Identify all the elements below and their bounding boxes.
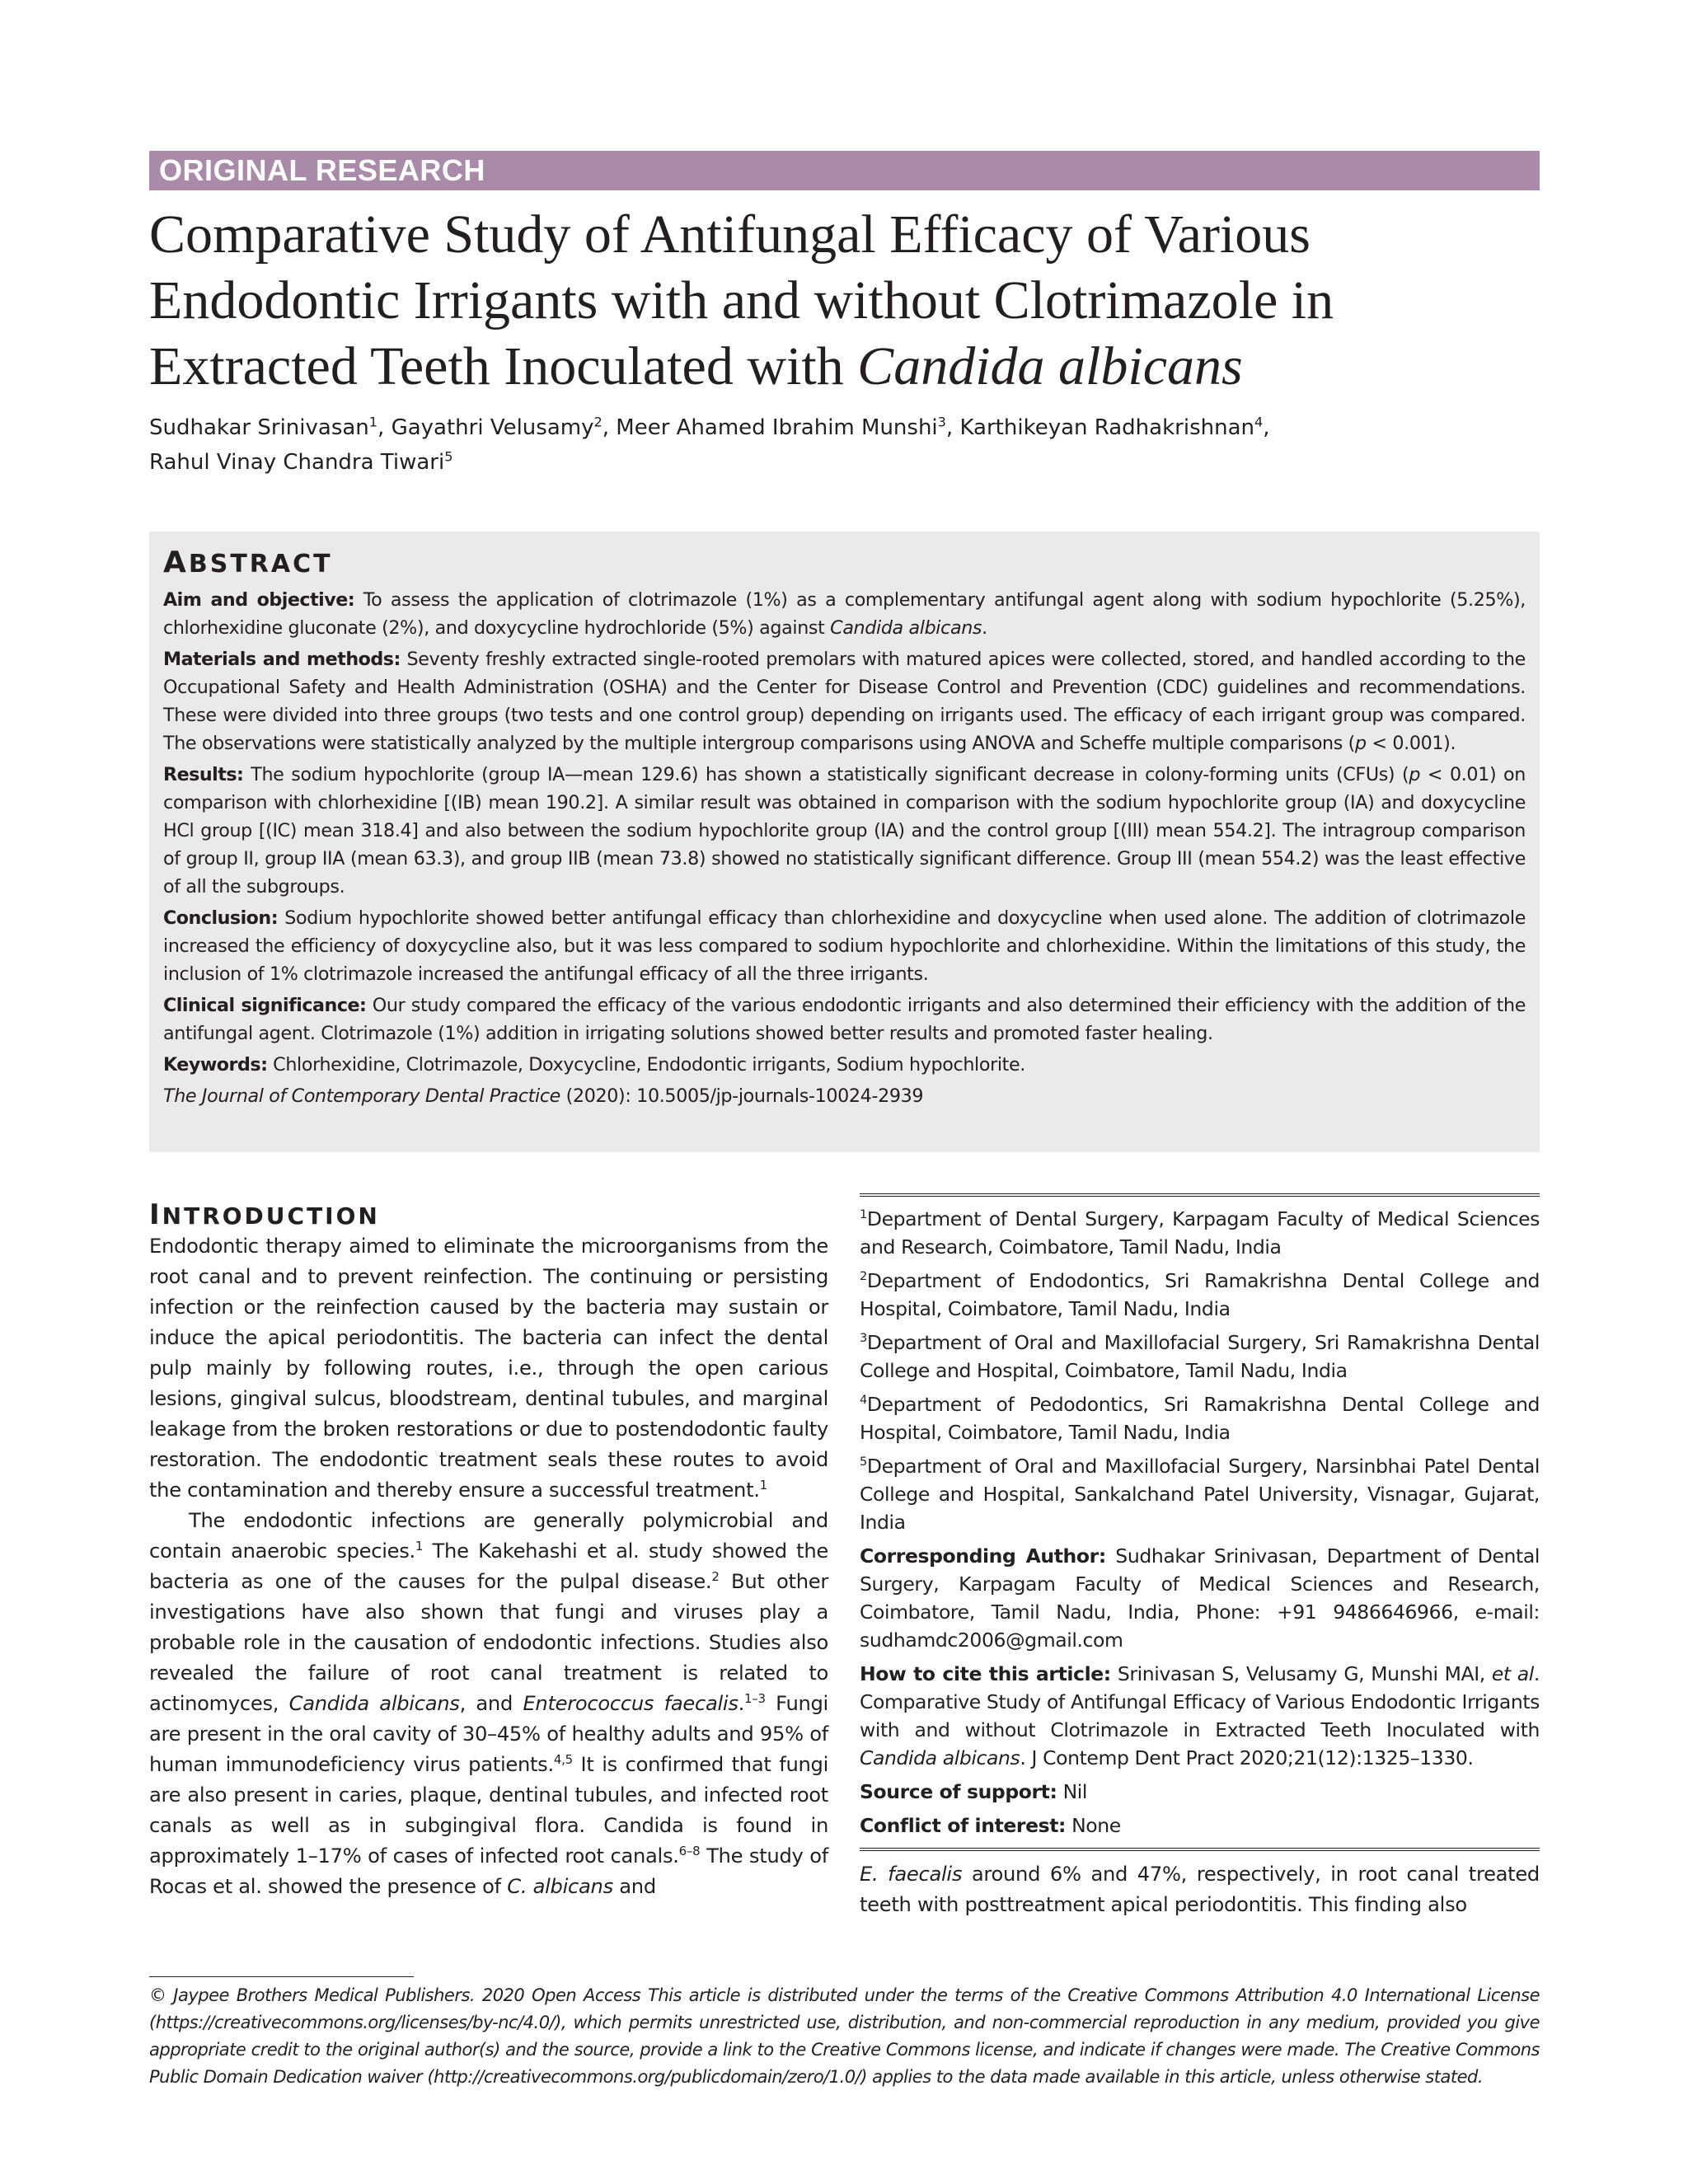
introduction-heading-rest: NTRODUCTION: [162, 1202, 380, 1230]
affiliation-text: Department of Oral and Maxillofacial Surgery, Sri Ramakrishna Dental College and Hospital, Coimbatore, Tamil Nadu, India: [860, 1331, 1540, 1382]
reference-mark: 1: [415, 1538, 424, 1554]
title-species: Candida albicans: [857, 336, 1243, 396]
paragraph-text: The Kakehashi et al. study showed the bacteria as one of the causes for the pulpal disease.: [149, 1540, 828, 1593]
paragraph-text: around 6% and 47%, respectively, in root canal treated teeth with posttreatment apical periodontitis. This finding also: [860, 1863, 1540, 1916]
author-name: Sudhakar Srinivasan: [149, 415, 369, 440]
species-name: Candida albicans: [288, 1692, 460, 1715]
aim-text: To assess the application of clotrimazole (1%) as a complementary antifungal agent along with sodium hypochlorite (5.25%), chlorhexidine gluconate (2%), and doxycycline hydrochloride (5%) against: [163, 589, 1526, 639]
title-line-3-text: Extracted Teeth Inoculated with: [149, 336, 858, 396]
source-of-support: [860, 1778, 1540, 1806]
conflict-label: Conflict of interest:: [860, 1814, 1067, 1837]
paragraph-text: and: [612, 1875, 656, 1898]
affiliation-2: [860, 1267, 1540, 1323]
journal-name: The Journal of Contemporary Dental Practice: [163, 1085, 560, 1107]
introduction-paragraph-2: [149, 1506, 828, 1902]
author-affiliation-mark: 2: [593, 414, 603, 430]
author-line-1: [149, 410, 1550, 445]
affiliation-mark: 4: [860, 1393, 867, 1408]
reference-mark: 1: [759, 1477, 767, 1493]
abstract-clinical-significance: [163, 991, 1526, 1047]
affiliation-text: Department of Dental Surgery, Karpagam Faculty of Medical Sciences and Research, Coimbatore, Tamil Nadu, India: [860, 1207, 1540, 1258]
cite-text: . Comparative Study of Antifungal Efficacy of Various Endodontic Irrigants with and without Clotrimazole in Extracted Teeth Inoculated with: [860, 1662, 1540, 1741]
author-name: Gayathri Velusamy: [391, 415, 594, 440]
right-column-body-text: [860, 1859, 1540, 1920]
introduction-heading-initial: I: [149, 1198, 162, 1231]
article-title: [149, 202, 1550, 400]
aim-text-end: .: [982, 617, 987, 639]
author-separator: ,: [945, 415, 960, 440]
reference-mark: 4,5: [553, 1751, 573, 1767]
journal-citation: [163, 1082, 1526, 1110]
support-label: Source of support:: [860, 1780, 1057, 1803]
abstract-heading: [163, 546, 1526, 581]
methods-label: Materials and methods:: [163, 649, 401, 670]
right-column: [860, 1193, 1540, 1920]
results-text: The sodium hypochlorite (group IA—mean 129.6) has shown a statistically significant decrease in colony-forming units (CFUs) (: [243, 764, 1409, 785]
paragraph-text: But other investigations have also shown that fungi and viruses play a probable role in the causation of endodontic infections. Studies also revealed the failure of root canal treatment is related to actinomyces,: [149, 1570, 828, 1715]
paragraph-text: The study of Rocas et al. showed the presence of: [149, 1844, 828, 1898]
methods-text-end: < 0.001).: [1366, 733, 1456, 754]
affiliation-4: [860, 1390, 1540, 1446]
keywords-label: Keywords:: [163, 1054, 268, 1076]
paragraph-text: Endodontic therapy aimed to eliminate the microorganisms from the root canal and to prevent reinfection. The continuing or persisting infection or the reinfection caused by the bacteria may sustain or induce the apical periodontitis. The bacteria can infect the dental pulp mainly by following routes, i.e., through the open carious lesions, gingival sulcus, bloodstream, dentinal tubules, and marginal leakage from the broken restorations or due to postendodontic faulty restoration. The endodontic treatment seals these routes to avoid the contamination and thereby ensure a successful treatment.: [149, 1235, 828, 1502]
aim-label: Aim and objective:: [163, 589, 355, 611]
methods-text: Seventy freshly extracted single-rooted premolars with matured apices were collected, stored, and handled according to the Occupational Safety and Health Administration (OSHA) and the Center for Disease Control and Prevention (CDC) guidelines and recommendations. These were divided into three groups (two tests and one control group) depending on irrigants used. The efficacy of each irrigant group was compared. The observations were statistically analyzed by the multiple intergroup comparisons using ANOVA and Scheffe multiple comparisons (: [163, 649, 1526, 754]
corresponding-text: Sudhakar Srinivasan, Department of Dental Surgery, Karpagam Faculty of Medical Sciences and Research, Coimbatore, Tamil Nadu, India, Phone: +91 9486646966, e-mail: sudhamdc2006@gmail.com: [860, 1544, 1540, 1652]
reference-mark: 1–3: [744, 1690, 766, 1706]
abstract-keywords: [163, 1051, 1526, 1079]
conclusion-label: Conclusion:: [163, 907, 279, 929]
paragraph-text: It is confirmed that fungi are also present in caries, plaque, dentinal tubules, and infected root canals as well as in subgingival flora. Candida is found in approximately 1–17% of cases of infected root canals.: [149, 1753, 828, 1868]
author-affiliation-mark: 5: [444, 448, 453, 465]
corresponding-label: Corresponding Author:: [860, 1544, 1106, 1568]
abstract-conclusion: [163, 904, 1526, 988]
cite-label: How to cite this article:: [860, 1662, 1111, 1685]
section-label-band: [149, 151, 1540, 190]
cite-text: Srinivasan S, Velusamy G, Munshi MAI,: [1110, 1662, 1492, 1685]
affiliation-text: Department of Pedodontics, Sri Ramakrishna Dental College and Hospital, Coimbatore, Tamil Nadu, India: [860, 1393, 1540, 1444]
abstract-heading-rest: BSTRACT: [188, 550, 333, 579]
author-separator: ,: [602, 415, 617, 440]
paragraph-text: Fungi are present in the oral cavity of 30–45% of healthy adults and 95% of human immunodeficiency virus patients.: [149, 1692, 828, 1776]
abstract-box: [149, 532, 1540, 1152]
support-text: Nil: [1057, 1780, 1088, 1803]
conclusion-text: Sodium hypochlorite showed better antifungal efficacy than chlorhexidine and doxycycline when used alone. The addition of clotrimazole increased the efficiency of doxycycline also, but it was less compared to sodium hypochlorite and chlorhexidine. Within the limitations of this study, the inclusion of 1% clotrimazole increased the antifungal efficacy of all the three irrigants.: [163, 907, 1526, 985]
title-line-3: [149, 334, 1550, 400]
methods-p-symbol: p: [1354, 733, 1367, 754]
author-name: Rahul Vinay Chandra Tiwari: [149, 450, 445, 475]
aim-species: Candida albicans: [830, 617, 982, 639]
species-name: Enterococcus faecalis: [523, 1692, 738, 1715]
left-column: [149, 1200, 828, 1902]
affiliation-1: [860, 1205, 1540, 1261]
conflict-of-interest: [860, 1811, 1540, 1840]
affiliations-bottom-rule: [860, 1848, 1540, 1851]
affiliation-mark: 5: [860, 1455, 867, 1469]
affiliation-5: [860, 1452, 1540, 1536]
section-label: ORIGINAL RESEARCH: [159, 153, 485, 187]
paragraph-text: The endodontic infections are generally polymicrobial and contain anaerobic species.: [149, 1509, 828, 1563]
affiliation-mark: 3: [860, 1331, 867, 1346]
clinical-text: Our study compared the efficacy of the various endodontic irrigants and also determined their efficiency with the addition of the antifungal agent. Clotrimazole (1%) addition in irrigating solutions showed better results and promoted faster healing.: [163, 995, 1526, 1044]
affiliations-top-rule: [860, 1193, 1540, 1197]
paragraph-text: , and: [459, 1692, 523, 1715]
abstract-heading-initial: A: [163, 546, 189, 579]
cite-text: . J Contemp Dent Pract 2020;21(12):1325–1330.: [1020, 1746, 1474, 1769]
clinical-label: Clinical significance:: [163, 995, 367, 1016]
keywords-text: Chlorhexidine, Clotrimazole, Doxycycline, Endodontic irrigants, Sodium hypochlorite.: [267, 1054, 1026, 1076]
author-separator: ,: [377, 415, 392, 440]
author-name: Meer Ahamed Ibrahim Munshi: [616, 415, 938, 440]
reference-mark: 6–8: [678, 1843, 701, 1858]
abstract-results: [163, 761, 1526, 901]
species-name: C. albicans: [507, 1875, 613, 1898]
author-list: [149, 410, 1550, 480]
species-name: E. faecalis: [860, 1863, 963, 1886]
author-affiliation-mark: 3: [937, 414, 946, 430]
paragraph-text: .: [738, 1692, 745, 1715]
introduction-paragraph-1: [149, 1231, 828, 1506]
author-affiliation-mark: 1: [368, 414, 378, 430]
author-line-2: [149, 445, 1550, 480]
footnote-rule: [149, 1976, 414, 1977]
author-separator: ,: [1263, 415, 1270, 440]
affiliation-text: Department of Oral and Maxillofacial Surgery, Narsinbhai Patel Dental College and Hospital, Sankalchand Patel University, Visnagar, Gujarat, India: [860, 1455, 1540, 1534]
affiliation-3: [860, 1329, 1540, 1385]
how-to-cite: [860, 1660, 1540, 1772]
cite-species: Candida albicans: [860, 1746, 1020, 1769]
results-p-symbol: p: [1409, 764, 1421, 785]
introduction-heading: [149, 1200, 828, 1231]
conflict-text: None: [1066, 1814, 1121, 1837]
affiliation-mark: 2: [860, 1269, 867, 1284]
abstract-aim: [163, 586, 1526, 642]
title-line-1: Comparative Study of Antifungal Efficacy of Various: [149, 204, 1311, 265]
license-note: © Jaypee Brothers Medical Publishers. 2020 Open Access This article is distributed under the terms of the Creative Commons Attribution 4.0 International License (https://creativecommons.org/licenses/by-nc/4.0/), which permits unrestricted use, distribution, and non-commercial reproduction in any medium, provided you give appropriate credit to the original author(s) and the source, provide a link to the Creative Commons license, and indicate if changes were made. The Creative Commons Public Domain Dedication waiver (http://creativecommons.org/publicdomain/zero/1.0/) applies to the data made available in this article, unless otherwise stated.: [149, 1985, 1540, 2087]
title-line-2: Endodontic Irrigants with and without Clotrimazole in: [149, 270, 1334, 330]
reference-mark: 2: [711, 1568, 720, 1584]
affiliation-mark: 1: [860, 1207, 867, 1222]
journal-doi: (2020): 10.5005/jp-journals-10024-2939: [560, 1085, 924, 1107]
results-label: Results:: [163, 764, 244, 785]
affiliation-text: Department of Endodontics, Sri Ramakrishna Dental College and Hospital, Coimbatore, Tamil Nadu, India: [860, 1269, 1540, 1320]
author-affiliation-mark: 4: [1254, 414, 1264, 430]
corresponding-author: [860, 1542, 1540, 1654]
cite-et-al: et al: [1491, 1662, 1534, 1685]
author-name: Karthikeyan Radhakrishnan: [959, 415, 1254, 440]
results-text-end: < 0.01) on comparison with chlorhexidine [(IB) mean 190.2]. A similar result was obtained in comparison with the sodium hypochlorite group (IA) and doxycycline HCl group [(IC) mean 318.4] and also between the sodium hypochlorite group (IA) and the control group [(III) mean 554.2]. The intragroup comparison of group II, group IIA (mean 63.3), and group IIB (mean 73.8) showed no statistically significant difference. Group III (mean 554.2) was the least effective of all the subgroups.: [163, 764, 1526, 898]
abstract-methods: [163, 645, 1526, 757]
